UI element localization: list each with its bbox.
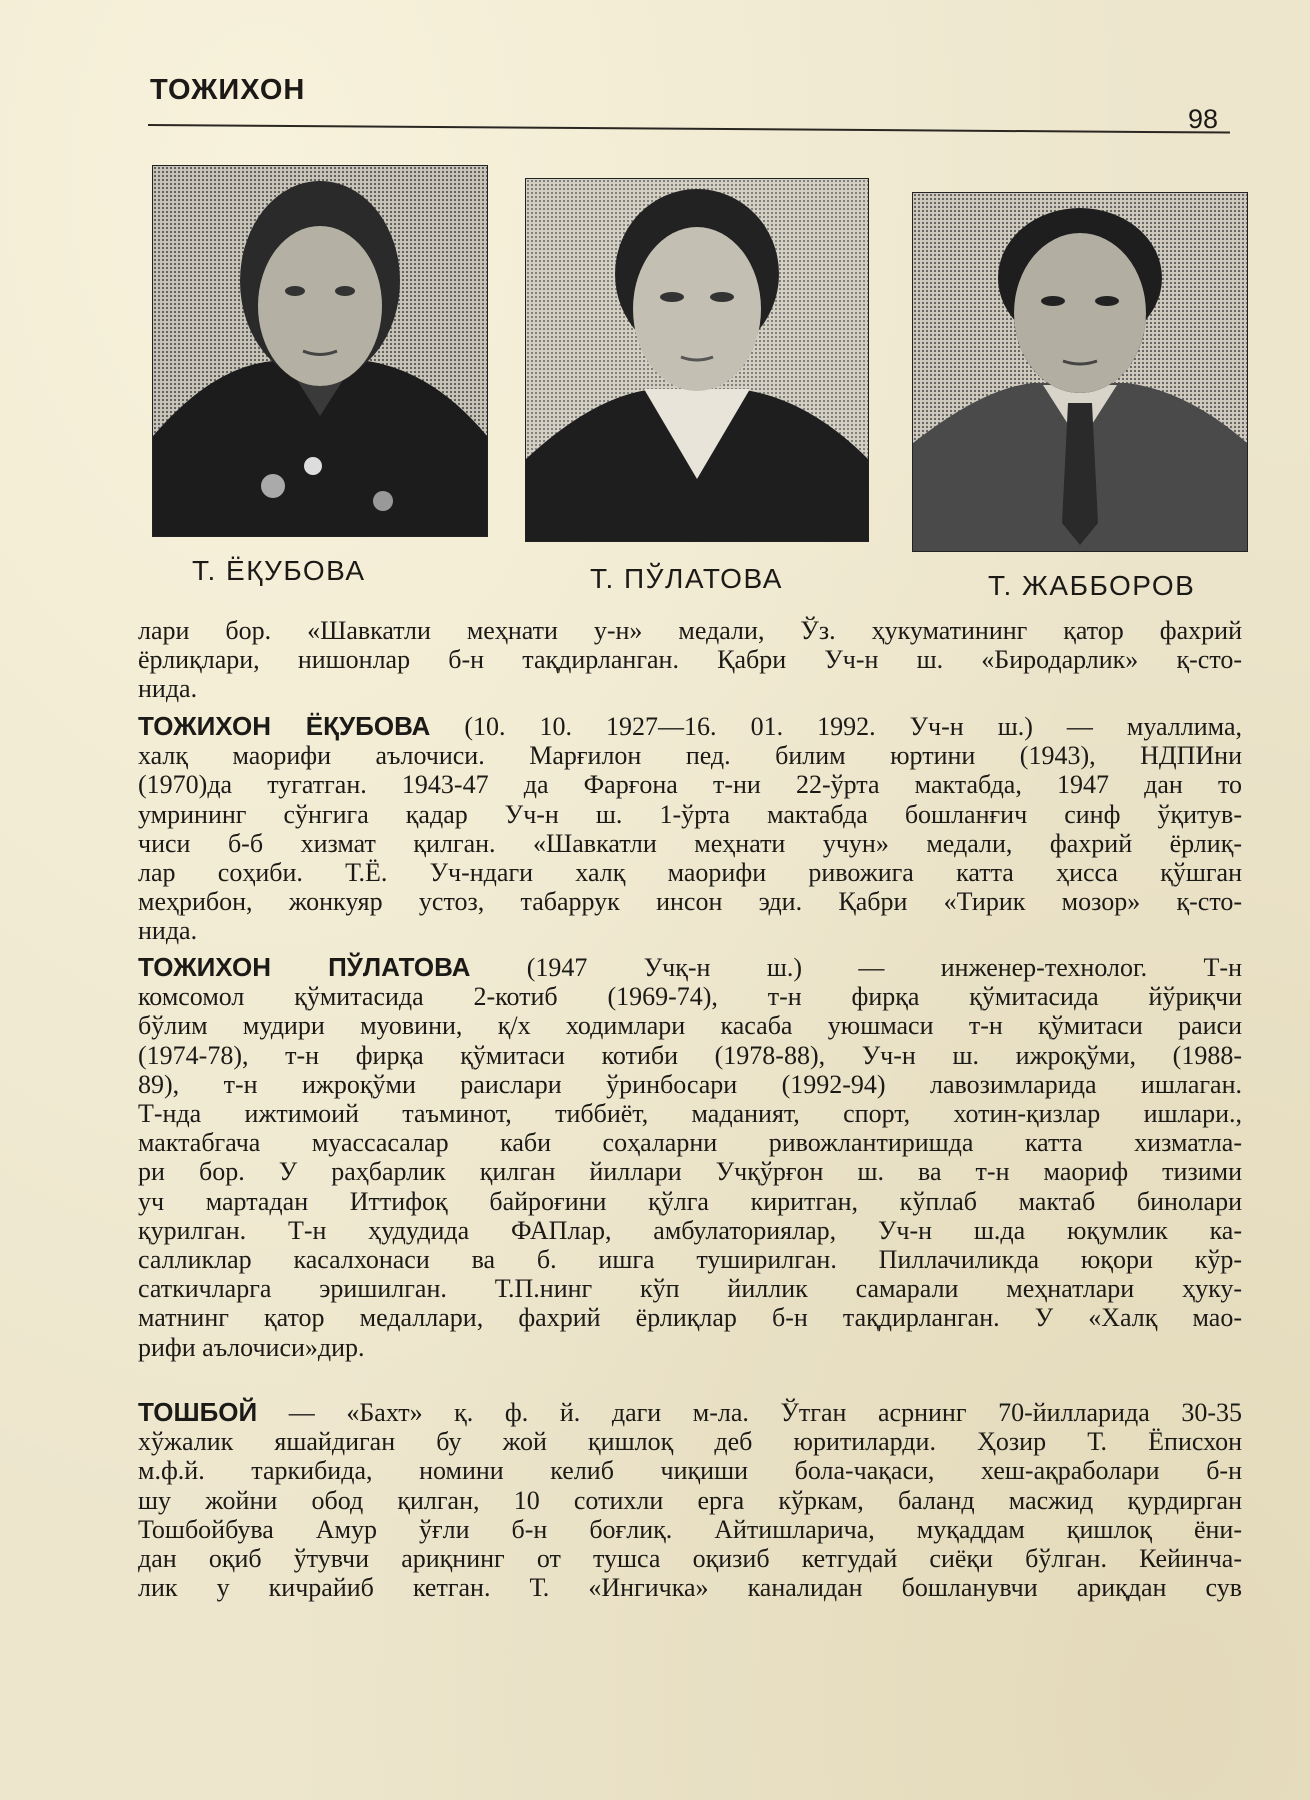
text-line: Тошбойбува Амур ўғли б-н боғлиқ. Айтишларича, муқаддам қишлоқ ёни- <box>138 1514 1242 1544</box>
portrait-image <box>526 179 868 541</box>
text-line: матнинг қатор медаллари, фахрий ёрлиқлар б-н тақдирланган. У «Халқ мао- <box>138 1303 1242 1333</box>
text-line: 89), т-н ижроқўми раислари ўринбосари (1992-94) лавозимларида ишлаган. <box>138 1069 1242 1099</box>
entry-title: ТОШБОЙ <box>138 1397 258 1427</box>
running-head: ТОЖИХОН <box>150 74 306 106</box>
text-line: ри бор. У раҳбарлик қилган йиллари Учқўрғон ш. ва т-н маориф тизими <box>138 1157 1242 1187</box>
text-line: комсомол қўмитасида 2-котиб (1969-74), т-н фирқа қўмитасида йўриқчи <box>138 982 1242 1012</box>
photo-caption: Т. ПЎЛАТОВА <box>590 563 783 594</box>
entry-first-line <box>138 1398 1242 1427</box>
text-line: чиси б-б хизмат қилган. «Шавкатли меҳнати учун» медали, фахрий ёрлиқ- <box>138 828 1242 858</box>
entry-first-line <box>138 953 1242 982</box>
text-line: бўлим мудири муовини, қ/х ходимлари касаба уюшмаси т-н қўмитаси раиси <box>138 1011 1242 1041</box>
text-line: нида. <box>138 916 198 946</box>
photo-caption: Т. ЖАББОРОВ <box>988 570 1196 601</box>
entry-yoqubova <box>138 712 1242 946</box>
portrait-photo-jabborov <box>912 192 1248 552</box>
entry-toshboy <box>138 1398 1242 1602</box>
text-line: лар соҳиби. Т.Ё. Уч-ндаги халқ маорифи ривожига катта ҳисса қўшган <box>138 858 1242 888</box>
entry-first-line-text: (1947 Учқ-н ш.) — инженер-технолог. Т-н <box>470 953 1243 982</box>
text-line: ёрлиқлари, нишонлар б-н тақдирланган. Қабри Уч-н ш. «Биродарлик» қ-сто- <box>138 645 1242 675</box>
text-line: нида. <box>138 674 198 704</box>
entry-first-line-text: (10. 10. 1927—16. 01. 1992. Уч-н ш.) — муаллима, <box>430 712 1242 741</box>
header-rule <box>148 124 1230 134</box>
page-number: 98 <box>1187 104 1218 134</box>
text-line: халқ маорифи аълочиси. Марғилон пед. билим юртини (1943), НДПИни <box>138 741 1242 771</box>
text-line: дан оқиб ўтувчи ариқнинг от тушса оқизиб кетгудай сиёқи бўлган. Кейинча- <box>138 1544 1242 1574</box>
text-line: (1974-78), т-н фирқа қўмитаси котиби (1978-88), Уч-н ш. ижроқўми, (1988- <box>138 1040 1242 1070</box>
text-line: шу жойни обод қилган, 10 сотихли ерга кўркам, баланд масжид қурдирган <box>138 1485 1242 1515</box>
portrait-photo-yoqubova <box>152 165 488 537</box>
text-line: қурилган. Т-н ҳудудида ФАПлар, амбулаториялар, Уч-н ш.да юқумлик ка- <box>138 1215 1242 1245</box>
text-line: Т-нда ижтимоий таъминот, тиббиёт, маданият, спорт, хотин-қизлар ишлари., <box>138 1099 1242 1129</box>
portrait-image <box>153 166 487 536</box>
text-line: салликлар касалхонаси ва б. ишга туширилган. Пиллачиликда юқори кўр- <box>138 1245 1242 1275</box>
entry-first-line-text: — «Бахт» қ. ф. й. даги м-ла. Ўтган асрнинг 70-йилларида 30-35 <box>257 1398 1242 1427</box>
text-line: (1970)да тугатган. 1943-47 да Фарғона т-ни 22-ўрта мактабда, 1947 дан то <box>138 770 1242 800</box>
text-line: умрининг сўнгига қадар Уч-н ш. 1-ўрта мактабда бошланғич синф ўқитув- <box>138 799 1242 829</box>
text-line: мактабгача муассасалар каби соҳаларни ривожлантиришда катта хизматла- <box>138 1128 1242 1158</box>
text-line: лари бор. «Шавкатли меҳнати у-н» медали, Ўз. ҳукуматининг қатор фахрий <box>138 616 1242 645</box>
entry-first-line <box>138 712 1242 741</box>
entry-pulatova <box>138 953 1242 1362</box>
portrait-photo-pulatova <box>525 178 869 542</box>
continuation-paragraph <box>138 616 1242 704</box>
text-line: уч мартадан Иттифоқ байроғини қўлга киритган, кўплаб мактаб бинолари <box>138 1186 1242 1216</box>
portrait-image <box>913 193 1247 551</box>
text-line: рифи аълочиси»дир. <box>138 1332 365 1362</box>
text-line: лик у кичрайиб кетган. Т. «Ингичка» каналидан бошланувчи ариқдан сув <box>138 1573 1242 1603</box>
text-line: меҳрибон, жонкуяр устоз, табаррук инсон эди. Қабри «Тирик мозор» қ-сто- <box>138 887 1242 917</box>
text-line: саткичларга эришилган. Т.П.нинг кўп йиллик самарали меҳнатлари ҳуку- <box>138 1274 1242 1304</box>
text-line: м.ф.й. таркибида, номини келиб чиқиши бола-чақаси, хеш-ақраболари б-н <box>138 1456 1242 1486</box>
entry-title: ТОЖИХОН ЁҚУБОВА <box>138 711 431 741</box>
entry-title: ТОЖИХОН ПЎЛАТОВА <box>138 952 471 982</box>
text-line: хўжалик яшайдиган бу жой қишлоқ деб юритиларди. Ҳозир Т. Ёписхон <box>138 1427 1242 1457</box>
photo-caption: Т. ЁҚУБОВА <box>192 555 366 586</box>
